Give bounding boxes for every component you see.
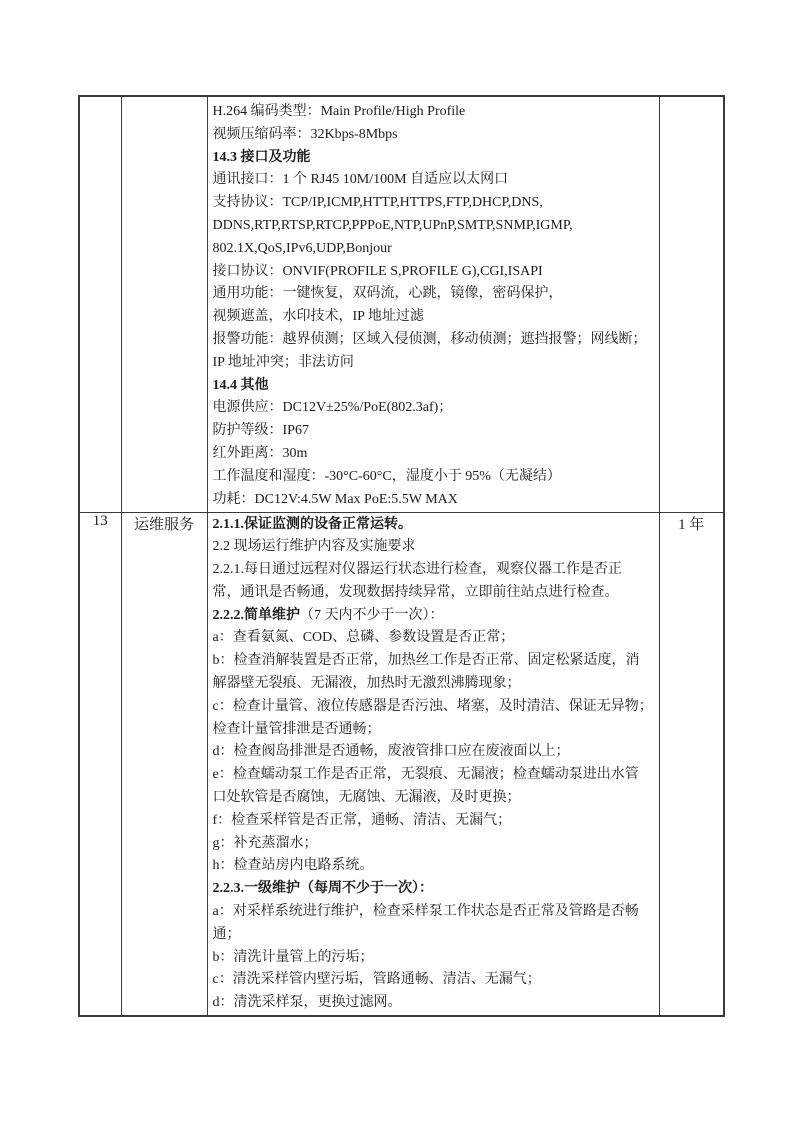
spec-line: DDNS,RTP,RTSP,RTCP,PPPoE,NTP,UPnP,SMTP,SNMP,IGMP, — [212, 217, 573, 233]
document-page — [78, 95, 725, 1017]
duration-cell — [659, 96, 724, 512]
spec-line: 红外距离：30m — [212, 445, 308, 461]
spec-line: 视频压缩码率：32Kbps-8Mbps — [212, 126, 398, 142]
spec-line: 功耗：DC12V:4.5W Max PoE:5.5W MAX — [212, 491, 458, 507]
spec-line: 防护等级：IP67 — [212, 423, 309, 439]
row-number-cell: 13 — [79, 512, 121, 1016]
item-name-cell — [121, 96, 207, 512]
spec-text-cell — [207, 512, 659, 1016]
duration-cell: 1 年 — [659, 512, 724, 1016]
spec-line: 电源供应：DC12V±25%/PoE(802.3af)； — [212, 400, 453, 416]
spec-line: h：检查站房内电路系统。 — [212, 858, 374, 874]
spec-line: IP 地址冲突；非法访问 — [212, 354, 354, 370]
spec-line: 14.4 其他 — [212, 377, 269, 393]
spec-lines — [208, 97, 659, 511]
spec-line: 视频遮盖，水印技术，IP 地址过滤 — [212, 309, 424, 325]
spec-line: 常，通讯是否畅通，发现数据持续异常，立即前往站点进行检查。 — [212, 584, 619, 600]
spec-line: 2.2.3.一级维护（每周不少于一次）： — [212, 881, 433, 897]
spec-text-cell — [207, 96, 659, 512]
item-name-cell: 运维服务 — [121, 512, 207, 1016]
spec-line: 工作温度和湿度：-30°C-60°C，湿度小于 95%（无凝结） — [212, 468, 561, 484]
spec-line: b：检查消解装置是否正常，加热丝工作是否正常、固定松紧适度，消 — [212, 653, 640, 669]
spec-line: 通讯接口：1 个 RJ45 10M/100M 自适应以太网口 — [212, 172, 509, 188]
spec-line: g：补充蒸溜水； — [212, 835, 318, 851]
spec-line: c：清洗采样管内壁污垢，管路通畅、清洁、无漏气； — [212, 972, 541, 988]
spec-line: 口处软管是否腐蚀，无腐蚀、无漏液，及时更换； — [212, 790, 521, 806]
spec-line: d：检查阀岛排泄是否通畅，废液管排口应在废液面以上； — [212, 744, 570, 760]
spec-line: 接口协议：ONVIF(PROFILE S,PROFILE G),CGI,ISAPI — [212, 263, 543, 279]
spec-line: 14.3 接口及功能 — [212, 149, 311, 165]
spec-table — [78, 95, 725, 1017]
spec-line: H.264 编码类型：Main Profile/High Profile — [212, 104, 466, 119]
spec-line: 802.1X,QoS,IPv6,UDP,Bonjour — [212, 240, 392, 256]
row-number-cell — [79, 96, 121, 512]
spec-line: 2.1.1.保证监测的设备正常运转。 — [212, 516, 412, 532]
spec-line: a：对采样系统进行维护，检查采样泵工作状态是否正常及管路是否畅 — [212, 904, 639, 920]
spec-line: f：检查采样管是否正常，通畅、清洁、无漏气； — [212, 812, 512, 828]
spec-line: 2.2.1.每日通过远程对仪器运行状态进行检查，观察仪器工作是否正 — [212, 562, 622, 578]
spec-line: c：检查计量管、液位传感器是否污浊、堵塞，及时清洁、保证无异物； — [212, 698, 653, 714]
spec-line: 通； — [212, 926, 241, 942]
spec-line: 2.2.2.简单维护（7 天内不少于一次）： — [212, 607, 444, 623]
spec-lines — [208, 513, 659, 1016]
spec-line: 报警功能：越界侦测；区域入侵侦测，移动侦测；遮挡报警；网线断； — [212, 331, 647, 347]
table-row — [79, 96, 724, 512]
spec-line: a：查看氨氮、COD、总磷、参数设置是否正常； — [212, 630, 515, 646]
table-row — [79, 512, 724, 1016]
spec-line: 2.2 现场运行维护内容及实施要求 — [212, 539, 416, 555]
spec-line: 解器壁无裂痕、无漏液，加热时无激烈沸腾现象； — [212, 676, 521, 692]
spec-line: e：检查蠕动泵工作是否正常，无裂痕、无漏液；检查蠕动泵进出水管 — [212, 767, 639, 783]
spec-line: 支持协议：TCP/IP,ICMP,HTTP,HTTPS,FTP,DHCP,DNS, — [212, 195, 543, 211]
spec-line: d：清洗采样泵，更换过滤网。 — [212, 995, 402, 1011]
spec-line: 检查计量管排泄是否通畅； — [212, 721, 381, 737]
spec-line: 通用功能：一键恢复，双码流，心跳，镜像，密码保护， — [212, 286, 563, 302]
spec-line: b：清洗计量管上的污垢； — [212, 949, 374, 965]
